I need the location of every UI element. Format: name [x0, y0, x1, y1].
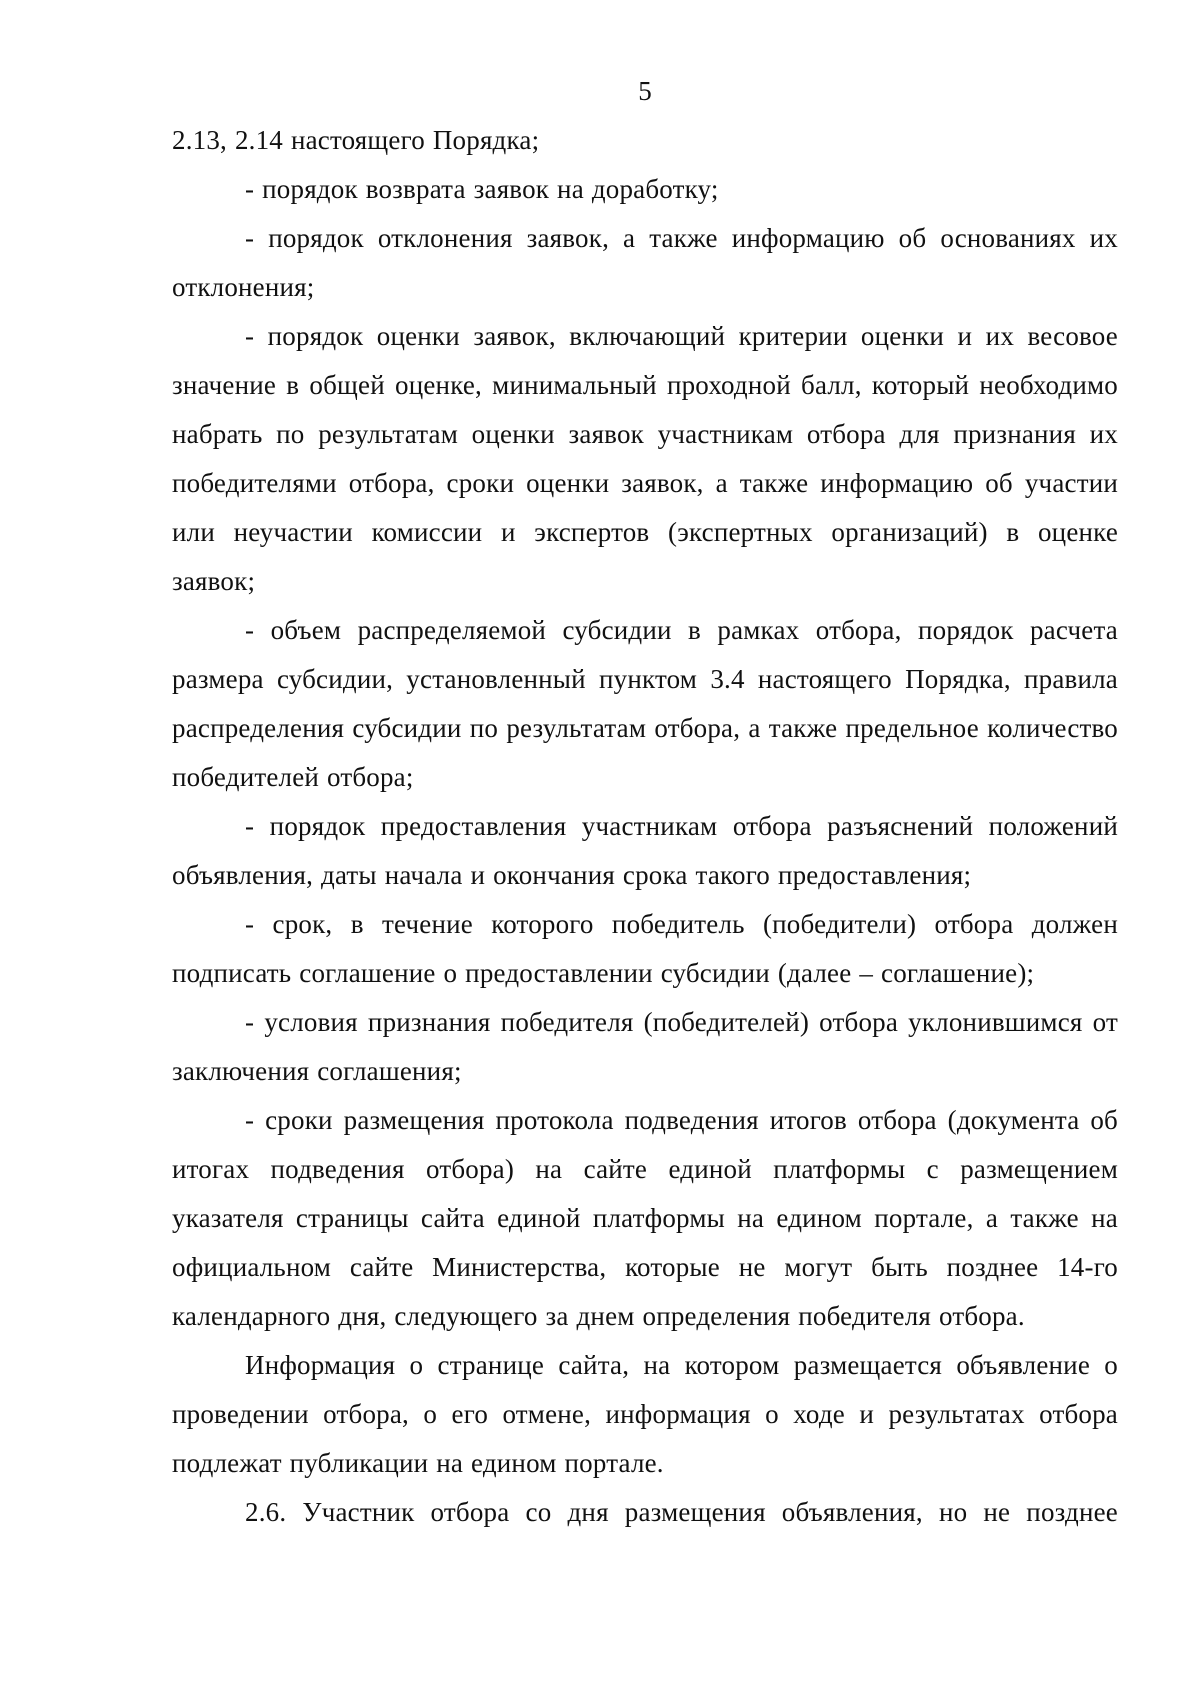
list-item-rejection-procedure: - порядок отклонения заявок, а также информацию об основаниях их отклонения;	[172, 223, 1118, 302]
list-item-protocol-deadlines: - сроки размещения протокола подведения итогов отбора (документа об итогах подведения отбора) на сайте единой платформы с размещением указателя страницы сайта единой платформы на едином портале, а также на официальном сайте Министерства, которые не могут быть позднее 14-го календарного дня, следующего за днем определения победителя отбора.	[172, 1105, 1118, 1331]
list-item-clarifications: - порядок предоставления участникам отбора разъяснений положений объявления, даты начала и окончания срока такого предоставления;	[172, 811, 1118, 890]
list-item-evasion-conditions: - условия признания победителя (победителей) отбора уклонившимся от заключения соглашения;	[172, 1007, 1118, 1086]
list-item-return-procedure: - порядок возврата заявок на доработку;	[245, 174, 719, 204]
paragraph-continuation: 2.13, 2.14 настоящего Порядка;	[172, 125, 540, 155]
page-number: 5	[638, 76, 652, 106]
paragraph-section-2-6: 2.6. Участник отбора со дня размещения объявления, но не позднее	[245, 1497, 1118, 1527]
paragraph-publication-info: Информация о странице сайта, на котором размещается объявление о проведении отбора, о его отмене, информация о ходе и результатах отбора подлежат публикации на едином портале.	[172, 1350, 1118, 1478]
document-page	[172, 68, 1118, 1537]
list-item-evaluation-procedure: - порядок оценки заявок, включающий критерии оценки и их весовое значение в общей оценке, минимальный проходной балл, который необходимо набрать по результатам оценки заявок участникам отбора для признания их победителями отбора, сроки оценки заявок, а также информацию об участии или неучастии комиссии и экспертов (экспертных организаций) в оценке заявок;	[172, 321, 1118, 596]
list-item-subsidy-volume: - объем распределяемой субсидии в рамках отбора, порядок расчета размера субсидии, установленный пунктом 3.4 настоящего Порядка, правила распределения субсидии по результатам отбора, а также предельное количество победителей отбора;	[172, 615, 1118, 792]
list-item-agreement-deadline: - срок, в течение которого победитель (победители) отбора должен подписать соглашение о предоставлении субсидии (далее – соглашение);	[172, 909, 1118, 988]
